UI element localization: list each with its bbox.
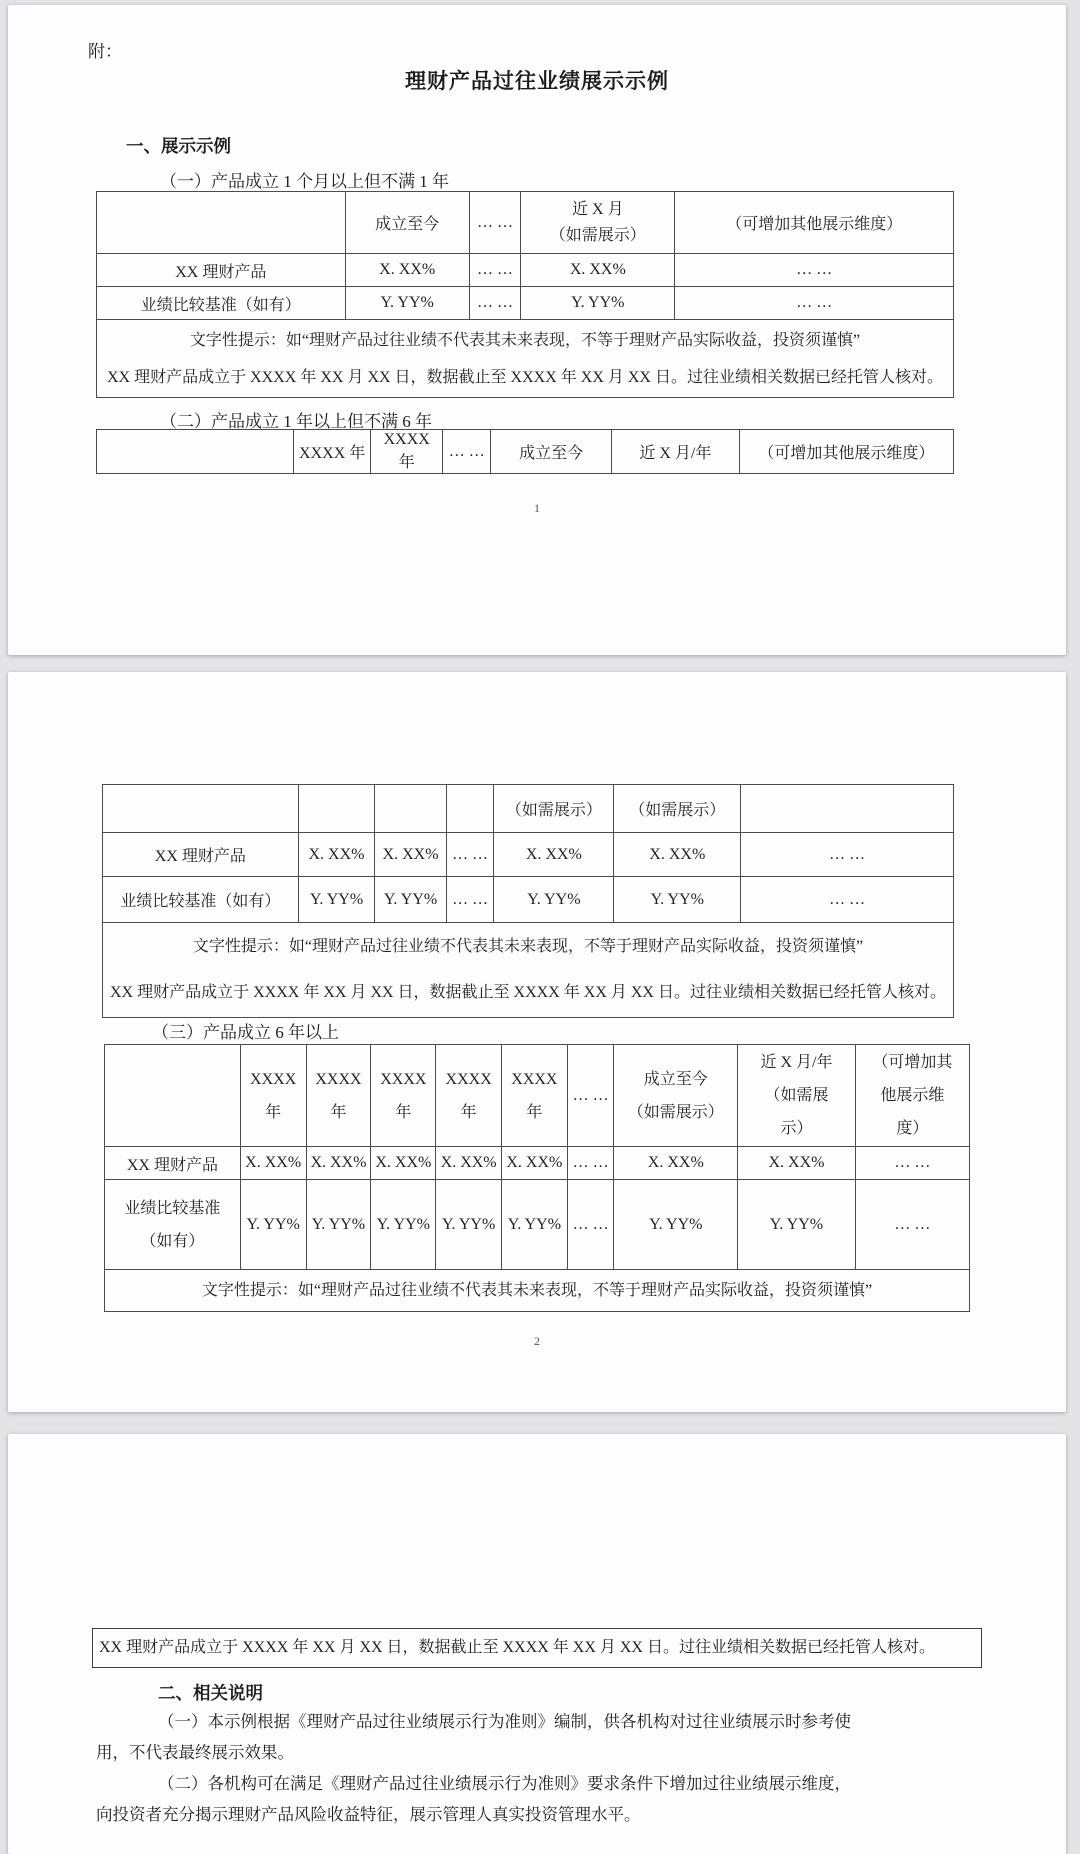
header-line: XXXX — [315, 1070, 362, 1088]
ellipsis-cell: … … — [675, 287, 954, 320]
value-cell: Y. YY% — [345, 287, 469, 320]
row-label-benchmark: 业绩比较基准（如有） — [97, 287, 346, 320]
row-label-benchmark — [105, 1180, 241, 1270]
header-line: （可增加其 — [872, 1054, 953, 1071]
table-header-recent-months-years: 近 X 月/年 — [612, 430, 740, 474]
value-cell: X. XX% — [345, 254, 469, 287]
value-cell: Y. YY% — [371, 1180, 436, 1270]
table-cell-empty — [97, 192, 346, 254]
table-note-dates: XX 理财产品成立于 XXXX 年 XX 月 XX 日，数据截止至 XXXX 年 XX 月 XX 日。过往业绩相关数据已经托管人核对。 — [107, 368, 943, 386]
table-header-ellipsis: … … — [469, 192, 520, 254]
ellipsis-cell: … … — [675, 254, 954, 287]
table-header-year: XXXX 年 — [294, 430, 371, 474]
table-cell-empty — [741, 785, 954, 833]
value-cell: Y. YY% — [502, 1180, 568, 1270]
table-header-year — [502, 1045, 568, 1147]
value-cell: X. XX% — [375, 833, 446, 877]
header-line: 示） — [780, 1120, 813, 1137]
table-1-to-6-years-header — [96, 429, 954, 474]
paragraph-line: 用，不代表最终展示效果。 — [96, 1743, 294, 1762]
value-cell: Y. YY% — [614, 877, 741, 923]
table-note-dates: XX 理财产品成立于 XXXX 年 XX 月 XX 日，数据截止至 XXXX 年 XX 月 XX 日。过往业绩相关数据已经托管人核对。 — [110, 984, 946, 1001]
value-cell: X. XX% — [240, 1147, 306, 1180]
table-row — [97, 287, 954, 320]
table-row — [97, 254, 954, 287]
ellipsis-cell: … … — [567, 1147, 614, 1180]
page-2 — [8, 672, 1066, 1412]
header-line: 度） — [896, 1120, 929, 1137]
table-header-if-displayed: （如需展示） — [494, 785, 614, 833]
table-note-row — [97, 320, 954, 398]
header-line: （如需展示） — [549, 226, 646, 244]
value-cell: X. XX% — [371, 1147, 436, 1180]
row-label-benchmark: 业绩比较基准（如有） — [103, 877, 299, 923]
table-header-recent-months — [521, 192, 675, 254]
ellipsis-cell: … … — [741, 833, 954, 877]
table-under-1-year — [96, 191, 954, 398]
header-line: XXXX — [250, 1070, 297, 1088]
header-line: 年 — [330, 1103, 347, 1121]
table-cell-empty — [298, 785, 375, 833]
value-cell: Y. YY% — [240, 1180, 306, 1270]
row-label-product: XX 理财产品 — [97, 254, 346, 287]
table-cell-empty — [97, 430, 294, 474]
header-line: （如需展 — [764, 1087, 829, 1104]
table-over-6-years — [104, 1044, 970, 1312]
ellipsis-cell: … … — [446, 877, 494, 923]
ellipsis-cell: … … — [469, 287, 520, 320]
value-cell: X. XX% — [502, 1147, 568, 1180]
label-line: （如有） — [140, 1232, 205, 1250]
table-header-other-dimensions: （可增加其他展示维度） — [675, 192, 954, 254]
header-line: XXXX — [380, 1070, 427, 1088]
value-cell: X. XX% — [521, 254, 675, 287]
value-cell: X. XX% — [614, 833, 741, 877]
table-note-cell — [97, 320, 954, 398]
table-header-since-inception: 成立至今 — [345, 192, 469, 254]
paragraph-line: 向投资者充分揭示理财产品风险收益特征，展示管理人真实投资管理水平。 — [96, 1805, 641, 1824]
ellipsis-cell: … … — [741, 877, 954, 923]
page-3 — [8, 1434, 1066, 1854]
table-header-year — [371, 1045, 436, 1147]
header-line: 年 — [526, 1103, 543, 1121]
paragraph-line: （二）各机构可在满足《理财产品过往业绩展示行为准则》要求条件下增加过往业绩展示维度， — [158, 1774, 851, 1793]
ellipsis-cell: … … — [446, 833, 494, 877]
table-note-row — [105, 1270, 970, 1312]
row-label-product: XX 理财产品 — [103, 833, 299, 877]
row-label-product: XX 理财产品 — [105, 1147, 241, 1180]
header-line: 年 — [265, 1103, 282, 1121]
value-cell: Y. YY% — [375, 877, 446, 923]
table-note-disclaimer: 文字性提示：如“理财产品过往业绩不代表其未来表现，不等于理财产品实际收益，投资须谨慎” — [189, 331, 861, 349]
ellipsis-cell: … … — [855, 1180, 969, 1270]
value-cell: Y. YY% — [298, 877, 375, 923]
attachment-label: 附： — [88, 42, 122, 61]
table-1-to-6-years-continued — [102, 784, 954, 1018]
subsection-1-2-heading: （二）产品成立 1 年以上但不满 6 年 — [160, 412, 432, 431]
table-note-cell — [103, 923, 954, 1018]
page-1 — [8, 5, 1066, 655]
header-line: XXXX — [511, 1070, 558, 1088]
value-cell: Y. YY% — [306, 1180, 371, 1270]
table-row — [105, 1180, 970, 1270]
header-line: 成立至今 — [643, 1070, 708, 1088]
section-2-heading: 二、相关说明 — [158, 1683, 263, 1703]
ellipsis-cell: … … — [567, 1180, 614, 1270]
table-header-since-inception — [614, 1045, 738, 1147]
value-cell: Y. YY% — [436, 1180, 502, 1270]
value-cell: X. XX% — [306, 1147, 371, 1180]
table-header-other-dimensions — [855, 1045, 969, 1147]
table-cell-empty — [103, 785, 299, 833]
table-note-row — [103, 923, 954, 1018]
header-line: 年 — [460, 1103, 477, 1121]
page-number-2: 2 — [534, 1334, 540, 1348]
table-cell-empty — [375, 785, 446, 833]
table-row — [103, 877, 954, 923]
table-cell-empty — [446, 785, 494, 833]
table-header-year — [436, 1045, 502, 1147]
header-line: （如需展示） — [627, 1103, 724, 1121]
table-header-if-displayed: （如需展示） — [614, 785, 741, 833]
table-header-ellipsis: … … — [443, 430, 491, 474]
ellipsis-cell: … … — [855, 1147, 969, 1180]
value-cell: Y. YY% — [738, 1180, 856, 1270]
table-header-recent-months-years — [738, 1045, 856, 1147]
table-note-disclaimer: 文字性提示：如“理财产品过往业绩不代表其未来表现，不等于理财产品实际收益，投资须谨慎” — [192, 938, 864, 955]
related-notes-paragraphs — [96, 1706, 982, 1830]
ellipsis-cell: … … — [469, 254, 520, 287]
table-note-cell — [105, 1270, 970, 1312]
header-line: 年 — [395, 1103, 412, 1121]
header-line: 近 X 月 — [572, 200, 624, 218]
table-cell-empty — [105, 1045, 241, 1147]
value-cell: X. XX% — [738, 1147, 856, 1180]
header-line: XXXX — [445, 1070, 492, 1088]
document-title: 理财产品过往业绩展示示例 — [405, 70, 669, 93]
table-header-year — [240, 1045, 306, 1147]
value-cell: X. XX% — [436, 1147, 502, 1180]
table-note-disclaimer: 文字性提示：如“理财产品过往业绩不代表其未来表现，不等于理财产品实际收益，投资须谨慎” — [201, 1281, 873, 1299]
value-cell: Y. YY% — [521, 287, 675, 320]
table-row — [105, 1147, 970, 1180]
subsection-1-3-heading: （三）产品成立 6 年以上 — [152, 1023, 339, 1042]
boxed-note-dates: XX 理财产品成立于 XXXX 年 XX 月 XX 日，数据截止至 XXXX 年 XX 月 XX 日。过往业绩相关数据已经托管人核对。 — [92, 1628, 982, 1668]
table-header-since-inception: 成立至今 — [491, 430, 612, 474]
label-line: 业绩比较基准 — [124, 1199, 221, 1217]
header-line: 近 X 月/年 — [760, 1054, 833, 1071]
table-header-ellipsis: … … — [567, 1045, 614, 1147]
value-cell: Y. YY% — [494, 877, 614, 923]
section-1-heading: 一、展示示例 — [126, 136, 231, 156]
table-row — [103, 833, 954, 877]
paragraph-line: （一）本示例根据《理财产品过往业绩展示行为准则》编制，供各机构对过往业绩展示时参考使 — [158, 1712, 851, 1731]
value-cell: X. XX% — [298, 833, 375, 877]
table-header-year: XXXX 年 — [371, 430, 443, 474]
value-cell: X. XX% — [614, 1147, 738, 1180]
table-header-other-dimensions: （可增加其他展示维度） — [739, 430, 953, 474]
value-cell: Y. YY% — [614, 1180, 738, 1270]
header-line: 他展示维 — [880, 1087, 945, 1104]
subsection-1-1-heading: （一）产品成立 1 个月以上但不满 1 年 — [160, 172, 449, 191]
page-number-1: 1 — [534, 501, 540, 515]
value-cell: X. XX% — [494, 833, 614, 877]
table-header-year — [306, 1045, 371, 1147]
